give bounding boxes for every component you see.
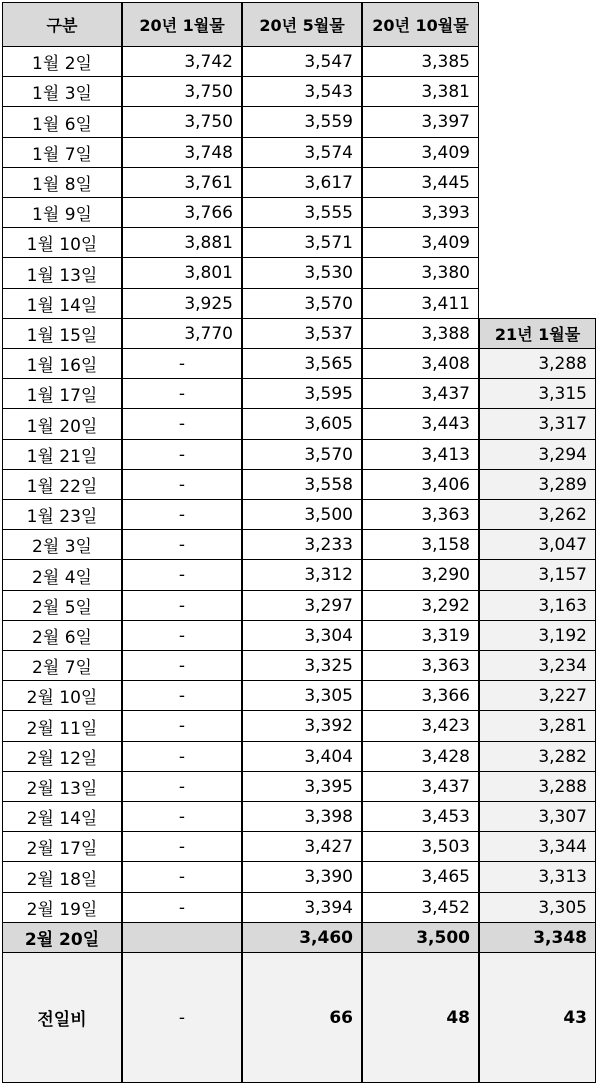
cell-jan21: 3,281: [479, 710, 596, 742]
cell-jan20: 3,770: [122, 318, 242, 349]
cell-jan20: 3,801: [122, 257, 242, 289]
cell-may20: 3,304: [242, 620, 362, 651]
cell-jan20: -: [122, 439, 242, 470]
cell-jan20: 3,925: [122, 288, 242, 319]
cell-jan21: 3,288: [479, 771, 596, 802]
cell-jan21: 3,192: [479, 620, 596, 651]
cell-oct20: 3,413: [362, 439, 479, 470]
cell-oct20: 3,406: [362, 469, 479, 500]
cell-may20: 3,404: [242, 741, 362, 772]
cell-jan20: 3,742: [122, 46, 242, 77]
header-label: 구분: [2, 2, 122, 47]
row-date: 1월 9일: [2, 197, 122, 228]
row-date: 2월 17일: [2, 831, 122, 862]
cell-may20: 3,605: [242, 408, 362, 440]
row-date: 1월 3일: [2, 76, 122, 107]
cell-oct20: 3,397: [362, 106, 479, 138]
cell-may20: 3,547: [242, 46, 362, 77]
change-oct20: 48: [362, 952, 479, 1083]
cell-may20: 3,395: [242, 771, 362, 802]
row-date: 2월 13일: [2, 771, 122, 802]
change-jan21: 43: [479, 952, 596, 1083]
cell-jan20: -: [122, 892, 242, 923]
cell-jan20: 3,881: [122, 227, 242, 258]
cell-oct20: 3,445: [362, 167, 479, 198]
cell-oct20: 3,381: [362, 76, 479, 107]
cell-may20: 3,233: [242, 529, 362, 560]
cell-may20: 3,543: [242, 76, 362, 107]
cell-jan20: -: [122, 741, 242, 772]
cell-may20: 3,570: [242, 288, 362, 319]
cell-jan20: -: [122, 590, 242, 621]
cell-oct20: 3,411: [362, 288, 479, 319]
cell-jan20: -: [122, 499, 242, 530]
cell-may20: 3,565: [242, 348, 362, 379]
current-date: 2월 20일: [2, 922, 122, 953]
row-date: 1월 2일: [2, 46, 122, 77]
current-jan20: [122, 922, 242, 953]
cell-oct20: 3,428: [362, 741, 479, 772]
cell-oct20: 3,388: [362, 318, 479, 349]
header-oct20: 20년 10월물: [362, 2, 479, 47]
cell-may20: 3,595: [242, 378, 362, 409]
cell-jan20: 3,748: [122, 137, 242, 168]
cell-may20: 3,570: [242, 439, 362, 470]
header-jan21: 21년 1월물: [479, 318, 596, 349]
cell-jan21: 3,227: [479, 680, 596, 711]
cell-oct20: 3,465: [362, 861, 479, 893]
cell-oct20: 3,452: [362, 892, 479, 923]
row-date: 1월 15일: [2, 318, 122, 349]
row-date: 2월 14일: [2, 801, 122, 832]
cell-oct20: 3,408: [362, 348, 479, 379]
row-date: 2월 12일: [2, 741, 122, 772]
cell-may20: 3,394: [242, 892, 362, 923]
cell-jan21: 3,234: [479, 650, 596, 681]
change-jan20: -: [122, 952, 242, 1083]
cell-jan21: 3,262: [479, 499, 596, 530]
row-date: 1월 7일: [2, 137, 122, 168]
row-date: 1월 17일: [2, 378, 122, 409]
current-oct20: 3,500: [362, 922, 479, 953]
cell-jan20: 3,750: [122, 106, 242, 138]
cell-may20: 3,305: [242, 680, 362, 711]
cell-oct20: 3,290: [362, 559, 479, 591]
header-jan20: 20년 1월물: [122, 2, 242, 47]
row-date: 2월 10일: [2, 680, 122, 711]
row-date: 1월 21일: [2, 439, 122, 470]
row-date: 2월 19일: [2, 892, 122, 923]
cell-jan20: -: [122, 801, 242, 832]
cell-oct20: 3,363: [362, 499, 479, 530]
cell-jan20: -: [122, 620, 242, 651]
row-date: 2월 3일: [2, 529, 122, 560]
cell-may20: 3,427: [242, 831, 362, 862]
cell-jan21: 3,288: [479, 348, 596, 379]
cell-may20: 3,325: [242, 650, 362, 681]
current-jan21: 3,348: [479, 922, 596, 953]
cell-may20: 3,574: [242, 137, 362, 168]
cell-jan20: -: [122, 408, 242, 440]
cell-jan20: -: [122, 559, 242, 591]
cell-may20: 3,297: [242, 590, 362, 621]
cell-jan21: 3,163: [479, 590, 596, 621]
row-date: 2월 18일: [2, 861, 122, 893]
cell-jan20: -: [122, 650, 242, 681]
cell-jan20: -: [122, 680, 242, 711]
change-may20: 66: [242, 952, 362, 1083]
row-date: 1월 8일: [2, 167, 122, 198]
cell-may20: 3,500: [242, 499, 362, 530]
cell-jan20: 3,761: [122, 167, 242, 198]
row-date: 1월 16일: [2, 348, 122, 379]
cell-jan21: 3,289: [479, 469, 596, 500]
change-label: 전일비: [2, 952, 122, 1083]
cell-oct20: 3,453: [362, 801, 479, 832]
cell-jan21: 3,294: [479, 439, 596, 470]
cell-oct20: 3,292: [362, 590, 479, 621]
cell-jan20: -: [122, 831, 242, 862]
row-date: 1월 23일: [2, 499, 122, 530]
cell-may20: 3,530: [242, 257, 362, 289]
header-may20: 20년 5월물: [242, 2, 362, 47]
cell-jan20: -: [122, 529, 242, 560]
cell-oct20: 3,409: [362, 227, 479, 258]
cell-may20: 3,398: [242, 801, 362, 832]
row-date: 1월 6일: [2, 106, 122, 138]
cell-oct20: 3,319: [362, 620, 479, 651]
row-date: 1월 20일: [2, 408, 122, 440]
row-date: 1월 22일: [2, 469, 122, 500]
cell-oct20: 3,423: [362, 710, 479, 742]
cell-may20: 3,312: [242, 559, 362, 591]
cell-jan20: -: [122, 469, 242, 500]
cell-oct20: 3,158: [362, 529, 479, 560]
current-may20: 3,460: [242, 922, 362, 953]
cell-may20: 3,617: [242, 167, 362, 198]
cell-oct20: 3,443: [362, 408, 479, 440]
cell-oct20: 3,437: [362, 771, 479, 802]
row-date: 2월 5일: [2, 590, 122, 621]
cell-jan20: 3,750: [122, 76, 242, 107]
row-date: 2월 6일: [2, 620, 122, 651]
cell-oct20: 3,393: [362, 197, 479, 228]
cell-jan20: 3,766: [122, 197, 242, 228]
cell-oct20: 3,385: [362, 46, 479, 77]
row-date: 1월 10일: [2, 227, 122, 258]
cell-oct20: 3,366: [362, 680, 479, 711]
cell-jan21: 3,282: [479, 741, 596, 772]
cell-jan21: 3,307: [479, 801, 596, 832]
cell-jan21: 3,157: [479, 559, 596, 591]
cell-jan20: -: [122, 710, 242, 742]
cell-may20: 3,559: [242, 106, 362, 138]
row-date: 1월 13일: [2, 257, 122, 289]
row-date: 2월 7일: [2, 650, 122, 681]
cell-jan21: 3,317: [479, 408, 596, 440]
cell-oct20: 3,437: [362, 378, 479, 409]
row-date: 2월 4일: [2, 559, 122, 591]
cell-jan21: 3,344: [479, 831, 596, 862]
cell-jan21: 3,313: [479, 861, 596, 893]
row-date: 1월 14일: [2, 288, 122, 319]
cell-oct20: 3,409: [362, 137, 479, 168]
cell-may20: 3,390: [242, 861, 362, 893]
cell-jan20: -: [122, 771, 242, 802]
cell-jan21: 3,305: [479, 892, 596, 923]
cell-jan20: -: [122, 861, 242, 893]
cell-jan21: 3,047: [479, 529, 596, 560]
cell-may20: 3,558: [242, 469, 362, 500]
cell-oct20: 3,380: [362, 257, 479, 289]
cell-may20: 3,571: [242, 227, 362, 258]
cell-may20: 3,555: [242, 197, 362, 228]
cell-jan21: 3,315: [479, 378, 596, 409]
cell-oct20: 3,363: [362, 650, 479, 681]
cell-may20: 3,392: [242, 710, 362, 742]
cell-may20: 3,537: [242, 318, 362, 349]
cell-jan20: -: [122, 378, 242, 409]
row-date: 2월 11일: [2, 710, 122, 742]
cell-oct20: 3,503: [362, 831, 479, 862]
cell-jan20: -: [122, 348, 242, 379]
